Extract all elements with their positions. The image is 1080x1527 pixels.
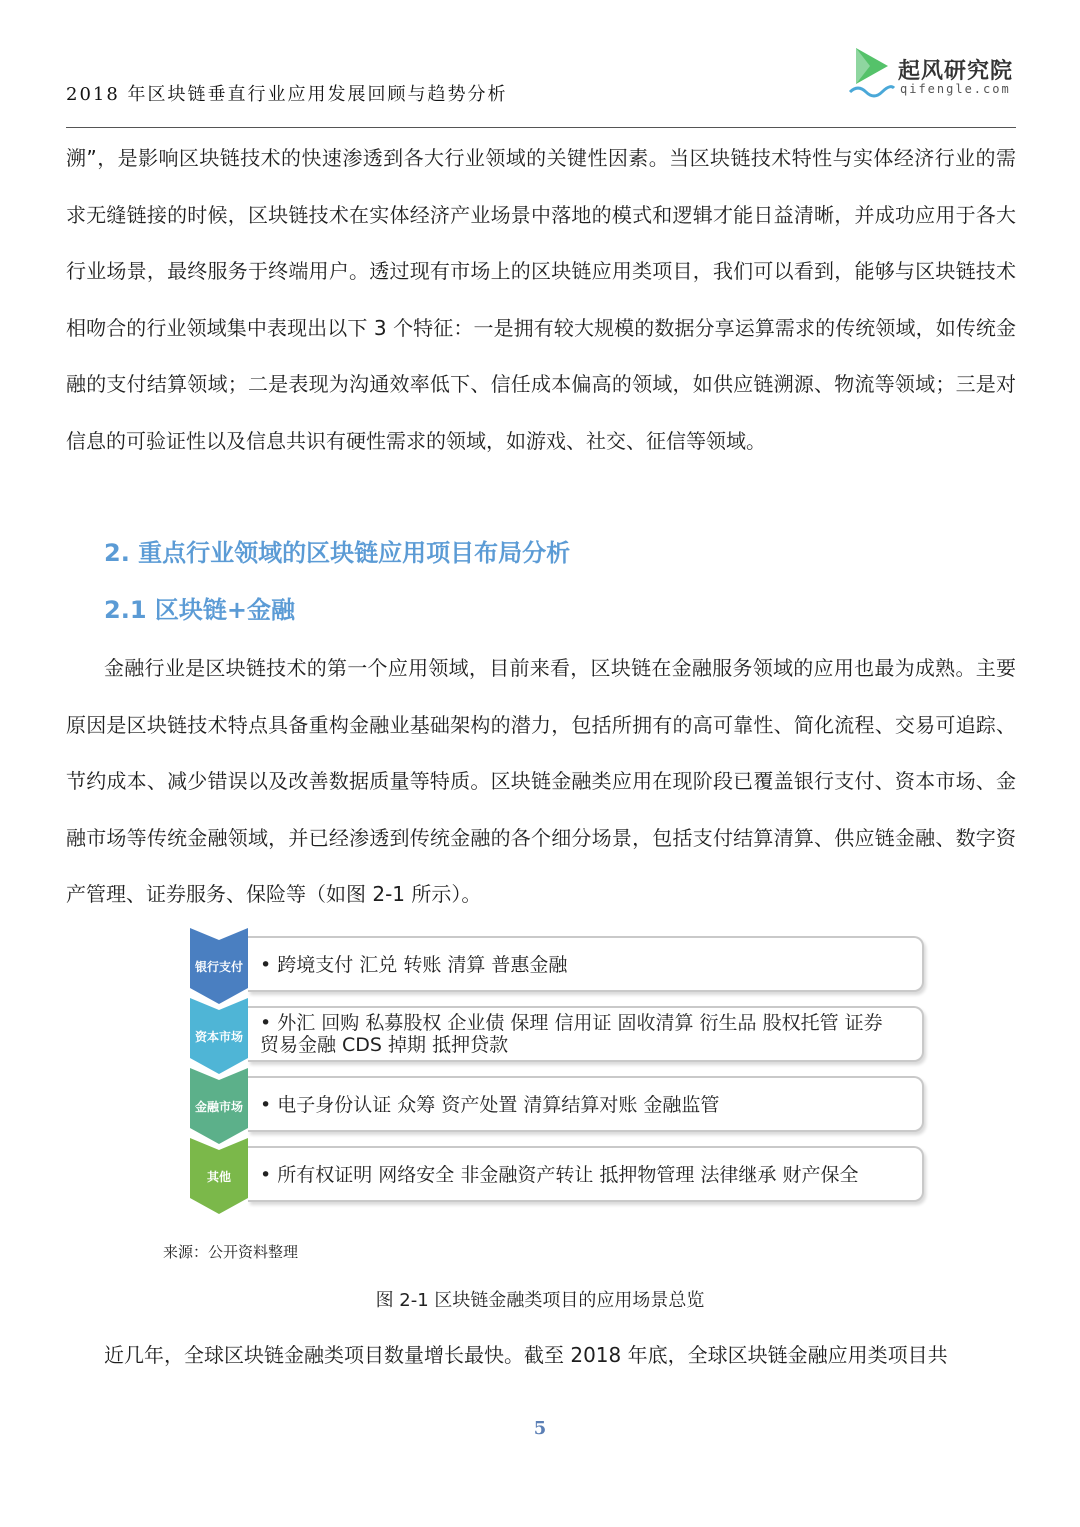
row-label: 金融市场 <box>194 1100 243 1114</box>
row-items: • 电子身份认证 众筹 资产处置 清算结算对账 金融监管 <box>260 1094 720 1116</box>
body-paragraph-1: 溯”，是影响区块链技术的快速渗透到各大行业领域的关键性因素。当区块链技术特性与实体经济行业的需求无缝链接的时候，区块链技术在实体经济产业场景中落地的模式和逻辑才能日益清晰，并成功应用于各大行业场景，最终服务于终端用户。透过现有市场上的区块链应用类项目，我们可以看到，能够与区块链技术相吻合的行业领域集中表现出以下 3 个特征：一是拥有较大规模的数据分享运算需求的传统领域，如传统金融的支付结算领域；二是表现为沟通效率低下、信任成本偏高的领域，如供应链溯源、物流等领域；三是对信息的可验证性以及信息共识有硬性需求的领域，如游戏、社交、征信等领域。 <box>66 146 1016 453</box>
body-paragraph-3: 近几年，全球区块链金融类项目数量增长最快。截至 2018 年底，全球区块链金融应用类项目共 <box>104 1343 948 1367</box>
row-box <box>248 1006 924 1062</box>
row-label: 资本市场 <box>194 1030 243 1044</box>
logo <box>848 44 1028 104</box>
row-items: • 所有权证明 网络安全 非金融资产转让 抵押物管理 法律继承 财产保全 <box>260 1164 859 1186</box>
row-box <box>248 1146 924 1202</box>
figure-caption: 图 2-1 区块链金融类项目的应用场景总览 <box>375 1290 705 1311</box>
row-label: 银行支付 <box>194 960 243 974</box>
row-box <box>248 1076 924 1132</box>
row-items <box>260 1012 883 1056</box>
page-number: 5 <box>533 1418 547 1439</box>
figure-row-financial-market <box>190 1072 930 1134</box>
logo-name: 起风研究院 <box>898 59 1014 84</box>
section-heading: 2. 重点行业领域的区块链应用项目布局分析 <box>104 539 571 567</box>
logo-icon <box>848 44 896 100</box>
figure-application-scenarios <box>190 932 930 1222</box>
row-items-line-1: • 外汇 回购 私募股权 企业债 保理 信用证 固收清算 衍生品 股权托管 证券 <box>260 1012 883 1034</box>
document-title: 2018 年区块链垂直行业应用发展回顾与趋势分析 <box>66 84 508 105</box>
figure-source: 来源：公开资料整理 <box>163 1243 299 1261</box>
row-box <box>248 936 924 992</box>
row-items-line-2: 贸易金融 CDS 掉期 抵押贷款 <box>260 1034 509 1056</box>
subsection-heading: 2.1 区块链+金融 <box>104 596 295 624</box>
row-items: • 跨境支付 汇兑 转账 清算 普惠金融 <box>260 954 568 976</box>
figure-row-bank-payment <box>190 932 930 994</box>
body-paragraph-2: 金融行业是区块链技术的第一个应用领域，目前来看，区块链在金融服务领域的应用也最为成熟。主要原因是区块链技术特点具备重构金融业基础架构的潜力，包括所拥有的高可靠性、简化流程、交易可追踪、节约成本、减少错误以及改善数据质量等特质。区块链金融类应用在现阶段已覆盖银行支付、资本市场、金融市场等传统金融领域，并已经渗透到传统金融的各个细分场景，包括支付结算清算、供应链金融、数字资产管理、证券服务、保险等（如图 2-1 所示）。 <box>66 656 1016 906</box>
row-label: 其他 <box>206 1170 231 1184</box>
figure-row-other <box>190 1142 930 1204</box>
header-divider <box>66 127 1016 128</box>
figure-row-capital-market <box>190 1002 930 1064</box>
logo-subtitle: qifengle.com <box>900 82 1011 96</box>
page-header <box>0 0 1080 128</box>
